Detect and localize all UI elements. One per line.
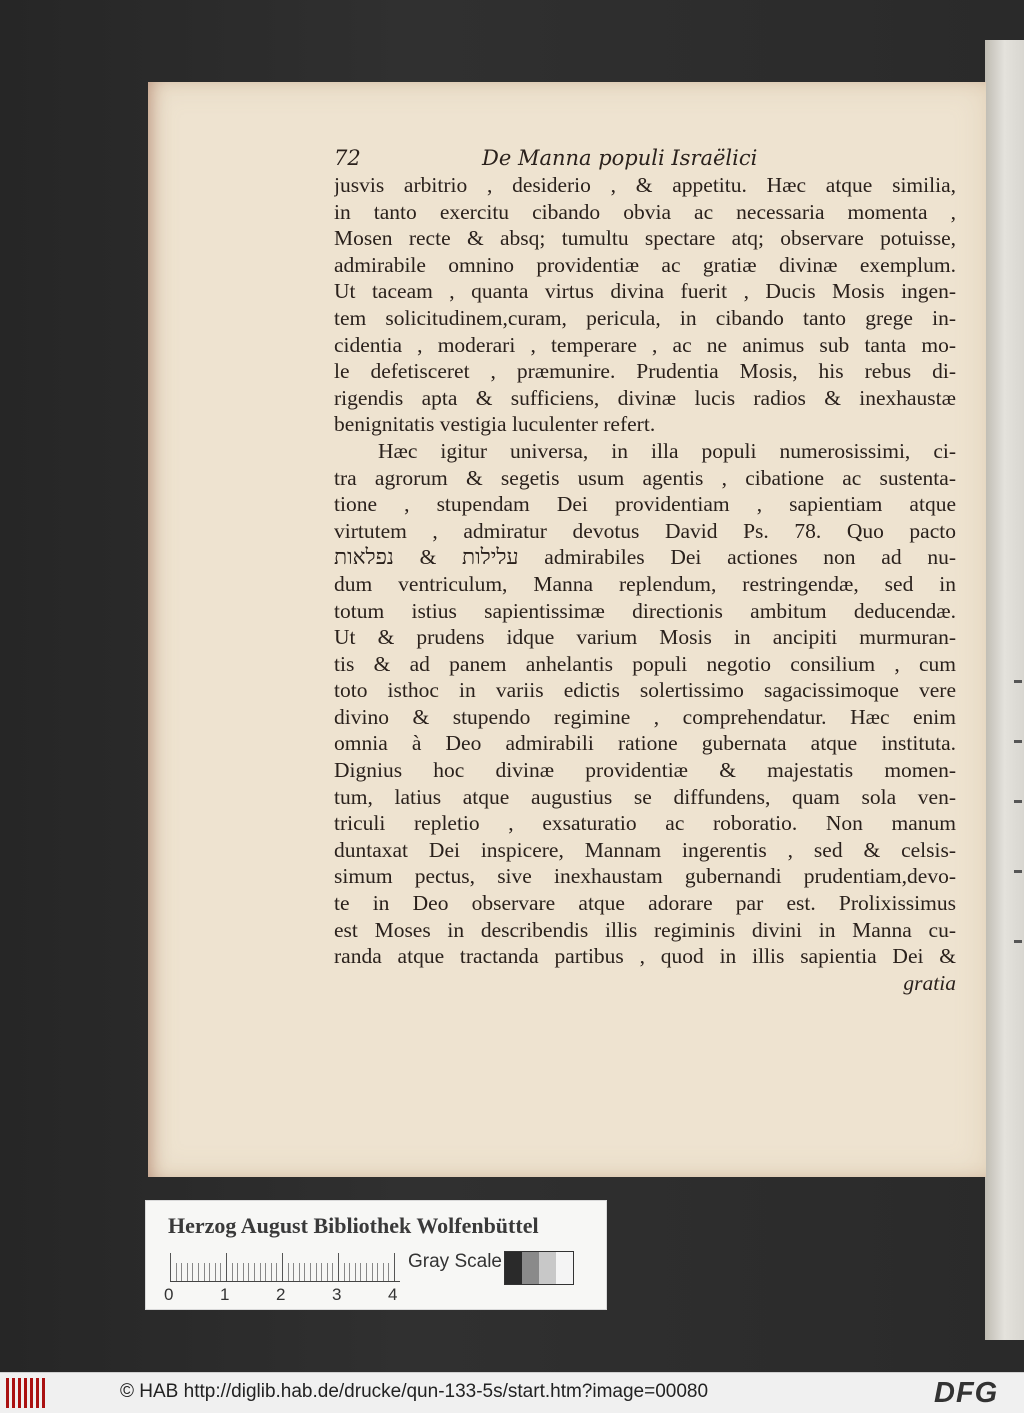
ruler-tick <box>344 1263 345 1281</box>
text-line: tem solicitudinem,curam, pericula, in cibando tanto grege in- <box>334 305 956 330</box>
ruler-digit: 2 <box>276 1285 286 1304</box>
ruler-tick <box>293 1263 294 1281</box>
ruler-tick <box>232 1263 233 1281</box>
text-line: Hæc igitur universa, in illa populi numerosissimi, ci- <box>378 438 956 463</box>
gray-swatch-cell <box>505 1252 522 1284</box>
text-line: simum pectus, sive inexhaustam gubernandi prudentiam,devo- <box>334 864 956 889</box>
text-line: Ut taceam , quanta virtus divina fuerit , Ducis Mosis ingen- <box>334 279 956 304</box>
page-text <box>334 142 1024 996</box>
text-line: עלילות & נפלאות admirabiles Dei actiones non ad nu- <box>334 545 956 570</box>
text-line: toto isthoc in variis edictis solertissimo sagacissimoque vere <box>334 678 956 703</box>
viewer-footer <box>0 1372 1024 1413</box>
ruler-tick <box>271 1263 272 1281</box>
library-name: Herzog August Bibliothek Wolfenbüttel <box>168 1213 539 1238</box>
ruler-tick <box>349 1263 350 1281</box>
text-line: Mosen recte & absq; tumultu spectare atq; observare potuisse, <box>334 226 956 251</box>
ruler-tick <box>288 1263 289 1281</box>
ruler-tick <box>265 1263 266 1281</box>
gray-scale-swatch <box>504 1251 574 1285</box>
ruler-tick <box>176 1263 177 1281</box>
ruler-tick <box>220 1263 221 1281</box>
ruler-tick <box>360 1263 361 1281</box>
text-body <box>334 172 1024 970</box>
text-line: cidentia , moderari , temperare , ac ne animus sub tanta mo- <box>334 332 956 357</box>
text-line: benignitatis vestigia luculenter refert. <box>334 412 656 437</box>
text-line: tum, latius atque augustius se diffundens, quam sola ven- <box>334 784 956 809</box>
ruler-tick <box>181 1263 182 1281</box>
ruler-tick <box>394 1253 395 1281</box>
ruler-tick <box>388 1263 389 1281</box>
ruler-tick <box>383 1263 384 1281</box>
text-line: in tanto exercitu cibando obvia ac necessaria momenta , <box>334 199 956 224</box>
ruler-tick <box>276 1263 277 1281</box>
text-line: tis & ad panem anhelantis populi negotio consilium , cum <box>334 651 956 676</box>
ruler-tick <box>299 1263 300 1281</box>
ruler-tick <box>209 1263 210 1281</box>
text-line: Ut & prudens idque varium Mosis in ancipiti murmuran- <box>334 625 956 650</box>
ruler-tick <box>321 1263 322 1281</box>
copyright-link[interactable]: © HAB http://diglib.hab.de/drucke/qun-133-5s/start.htm?image=00080 <box>120 1381 709 1402</box>
ruler-tick <box>366 1263 367 1281</box>
ruler-tick <box>372 1263 373 1281</box>
ruler-tick <box>260 1263 261 1281</box>
ruler-tick <box>332 1263 333 1281</box>
text-line: Dignius hoc divinæ providentiæ & majestatis momen- <box>334 758 956 783</box>
text-line: dum ventriculum, Manna replendum, restringendæ, sed in <box>334 571 956 596</box>
catchword: gratia <box>903 970 956 995</box>
ruler-tick <box>170 1253 171 1281</box>
ruler-tick <box>377 1263 378 1281</box>
ruler-digit: 3 <box>332 1285 342 1304</box>
ruler-tick <box>338 1253 339 1281</box>
text-line: totum istius sapientissimæ directionis ambitum deducendæ. <box>334 598 956 623</box>
ruler-tick <box>226 1253 227 1281</box>
ruler-tick <box>355 1263 356 1281</box>
text-line: est Moses in describendis illis regiminis divini in Manna cu- <box>334 917 956 942</box>
gray-swatch-cell <box>556 1252 573 1284</box>
gray-scale-label: Gray Scale <box>408 1251 502 1272</box>
text-line: te in Deo observare atque adorare par est. Prolixissimus <box>334 891 956 916</box>
ruler-tick <box>282 1253 283 1281</box>
ruler-tick <box>248 1263 249 1281</box>
ruler-baseline <box>170 1281 400 1282</box>
text-line: jusvis arbitrio , desiderio , & appetitu. Hæc atque similia, <box>334 173 956 197</box>
ruler-tick <box>198 1263 199 1281</box>
ruler-scale <box>170 1249 400 1285</box>
ruler-digit: 1 <box>220 1285 230 1304</box>
ruler-tick <box>237 1263 238 1281</box>
text-line: le defetisceret , præmunire. Prudentia Mosis, his rebus di- <box>334 359 956 384</box>
ruler-tick <box>254 1263 255 1281</box>
color-scale-card <box>145 1200 607 1310</box>
ruler-tick <box>310 1263 311 1281</box>
ruler-tick <box>215 1263 216 1281</box>
ruler-tick <box>327 1263 328 1281</box>
ruler-digits <box>164 1285 424 1305</box>
running-head <box>334 142 1024 172</box>
text-line: omnia à Deo admirabili ratione gubernata atque instituta. <box>334 731 956 756</box>
ruler-digit: 0 <box>164 1285 174 1304</box>
text-line: randa atque tractanda partibus , quod in illis sapientia Dei & <box>334 944 956 969</box>
ruler-digit: 4 <box>388 1285 398 1304</box>
text-line: rigendis apta & sufficiens, divinæ lucis radios & inexhaustæ <box>334 385 956 410</box>
text-line: admirabile omnino providentiæ ac gratiæ divinæ exemplum. <box>334 252 956 277</box>
ruler-tick <box>192 1263 193 1281</box>
text-line: virtutem , admiratur devotus David Ps. 78. Quo pacto <box>334 518 956 543</box>
ruler-tick <box>243 1263 244 1281</box>
text-line: tra agrorum & segetis usum agentis , cibatione ac sustenta- <box>334 465 956 490</box>
page-number: 72 <box>334 146 361 170</box>
text-line: triculi repletio , exsaturatio ac roboratio. Non manum <box>334 811 956 836</box>
dfg-logo: DFG <box>934 1377 999 1409</box>
book-page <box>148 82 986 1177</box>
ruler-tick <box>304 1263 305 1281</box>
ruler-tick <box>204 1263 205 1281</box>
gray-swatch-cell <box>539 1252 556 1284</box>
gray-swatch-cell <box>522 1252 539 1284</box>
running-title: De Manna populi Israëlici <box>482 146 758 170</box>
text-line: divino & stupendo regimine , comprehendatur. Hæc enim <box>334 704 956 729</box>
text-line: duntaxat Dei inspicere, Mannam ingerentis , sed & celsis- <box>334 837 956 862</box>
ruler-tick <box>187 1263 188 1281</box>
hab-logo-icon <box>6 1378 48 1408</box>
text-line: tione , stupendam Dei providentiam , sapientiam atque <box>334 492 956 517</box>
ruler-tick <box>316 1263 317 1281</box>
